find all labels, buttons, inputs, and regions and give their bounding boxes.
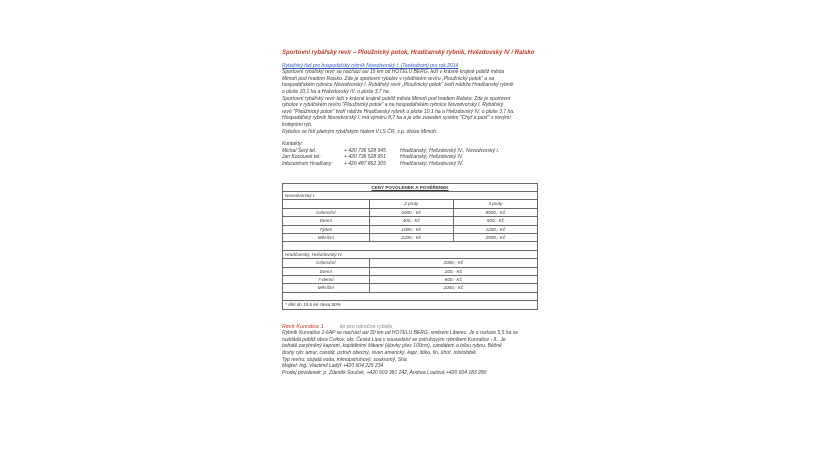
- contact-row: [282, 148, 540, 155]
- price-cell: 200,- Kč: [369, 267, 537, 275]
- contact-phone: + 420 736 528 951: [344, 154, 386, 161]
- section-label: Novodvorský I.: [283, 191, 538, 199]
- column-header: 3 pruty: [453, 200, 537, 208]
- contacts-label: Kontakty:: [282, 141, 303, 148]
- contact-name: Infocentrum Hradčany:: [282, 160, 333, 167]
- text-line: druhy ryb: amur, candát, pstruh obecný, siven americký, kapr, štika, lín, úhoř, tolstolobik.: [282, 349, 478, 356]
- kunratice-section: [282, 324, 540, 377]
- text-line: hospodářském rybníce Novodvorský I. Rybářský revír „Ploužnický potok" tvoří nádrže Hradčanský rybník: [282, 82, 514, 89]
- price-cell: 6000,- Kč: [369, 208, 453, 216]
- row-label: Měsíční: [283, 233, 370, 241]
- contact-row: [282, 154, 540, 161]
- contacts-block: [282, 141, 540, 167]
- price-cell: 1000,- Kč: [369, 284, 537, 292]
- row-label: 7-denní: [283, 275, 370, 283]
- row-label: Celoroční: [283, 259, 370, 267]
- section-label: Hradčanský, Hvězdovský IV.: [283, 250, 538, 258]
- column-header: 2 pruty: [369, 200, 453, 208]
- text-line: Mimoň pod hradem Ralsko. Zde je sportovní rybolov v rybářském revíru „Ploužnický potok" a na: [282, 75, 495, 82]
- table-row: [283, 267, 538, 275]
- price-table: [282, 183, 538, 310]
- price-table-header: CENY POVOLENEK A POVĚŘENEK: [283, 183, 538, 191]
- row-label: Denní: [283, 217, 370, 225]
- price-cell: 2000,- Kč: [369, 259, 537, 267]
- table-row: [283, 217, 538, 225]
- discount-note: * děti do 15-ti let sleva 50%: [283, 301, 538, 309]
- text-line: bohatě zarybněný kaprem, kapitálními štikami (úlovky přes 100cm), candátem a bílou rybou. Běžné: [282, 343, 502, 350]
- fishing-rules-link[interactable]: Rybářský řád pro hospodářský rybník Novodvorský I. (Tankodrom) pro rok 2014: [282, 62, 459, 69]
- text-line: trofejními ryb.: [282, 121, 313, 128]
- contact-phone: + 420 487 862 305: [344, 160, 386, 167]
- table-row: [283, 284, 538, 292]
- text-line: Hospodářský rybník Novodvorský I. má výměru 8,7 ha a je zde zaveden systém "Chyť a pusť" s novými: [282, 115, 511, 122]
- price-cell: 1000,- Kč: [369, 225, 453, 233]
- text-line: Rybolov se řídí platným rybářským řádem V.l.S ČR, s.p. divize Mimoň.: [282, 128, 438, 135]
- section-title: Revír Kunratice 1: [282, 323, 324, 330]
- row-label: Měsíční: [283, 284, 370, 292]
- price-cell: 500,- Kč: [453, 217, 537, 225]
- row-label: Denní: [283, 267, 370, 275]
- table-row: [283, 275, 538, 283]
- table-row: [283, 259, 538, 267]
- price-cell: 400,- Kč: [369, 217, 453, 225]
- price-cell: 800,- Kč: [369, 275, 537, 283]
- table-row: [283, 233, 538, 241]
- price-cell: 8000,- Kč: [453, 208, 537, 216]
- price-cell: 2200,- Kč: [369, 233, 453, 241]
- contact-place: Hradčanský, Hvězdovský IV., Novodvorský I.: [400, 147, 500, 154]
- price-cell: 2500,- Kč: [453, 233, 537, 241]
- contact-phone: + 420 736 528 945: [344, 147, 386, 154]
- row-label: Týden: [283, 225, 370, 233]
- text-line: rybolov v rybářském revíru "Ploužnický potok" a na hospodářském rybníce Novodvorský I. Rybářský: [282, 102, 504, 109]
- text-line: revír "Ploužnický potok" tvoří nádrže Hradčanský rybník o ploše 10,1 ha a Hvězdovský IV. o ploše 3,7 ha.: [282, 108, 515, 115]
- text-line: Typ revíru: stojatá voda, mimopstruhový, soukromý, Sha: [282, 356, 407, 363]
- table-row: [283, 225, 538, 233]
- section-tip: tip pro náročné rybáře: [339, 323, 393, 330]
- price-cell: 1200,- Kč: [453, 225, 537, 233]
- text-line: rozkládá poblíž obce Cvikov, okr. Česká Lípa v sousedství se pstruhovým rybníkem Kunratice - II.. Je: [282, 336, 506, 343]
- text-line: Sportovní rybářský revír leží v krásné krajině poblíž města Mimoň pod hradem Ralsko. Zde je sportovní: [282, 95, 511, 102]
- contact-name: Michal Šerý tel.:: [282, 147, 318, 154]
- row-label: Celoroční: [283, 208, 370, 216]
- table-row: [283, 200, 538, 208]
- text-line: Majitel: Ing. Vlastimil Ladýř +420 604 225 234: [282, 363, 384, 370]
- document-page: [282, 50, 540, 376]
- text-line: Rybník Kunratice 1-6AP se nachází asi 30 km od HOTELU BERG, směrem Liberec. Je o rozloze 5,5 ha se: [282, 330, 519, 337]
- table-row: [283, 208, 538, 216]
- contact-name: Jan Kocourek tel.:: [282, 154, 323, 161]
- intro-paragraph: [282, 69, 540, 135]
- document-title: Sportovní rybářský revír – Ploužnický potok, Hradčanský rybník, Hvězdovský IV / Ralsko: [282, 50, 535, 56]
- contact-row: [282, 161, 540, 168]
- text-line: o ploše 10,1 ha a Hvězdovský IV. o ploše 3,7 ha.: [282, 88, 391, 95]
- text-line: Prodej povolenek: p. Zdeněk Souček, +420 603 381 242, Andrea Loulová +420 604 183 280: [282, 369, 487, 376]
- contact-place: Hradčanský, Hvězdovský IV.: [400, 160, 464, 167]
- contact-place: Hradčanský, Hvězdovský IV.: [400, 154, 464, 161]
- text-line: Sportovní rybářský revír se nachází asi 15 km od HOTELU BERG, leží v krásné krajině poblíž města: [282, 69, 505, 76]
